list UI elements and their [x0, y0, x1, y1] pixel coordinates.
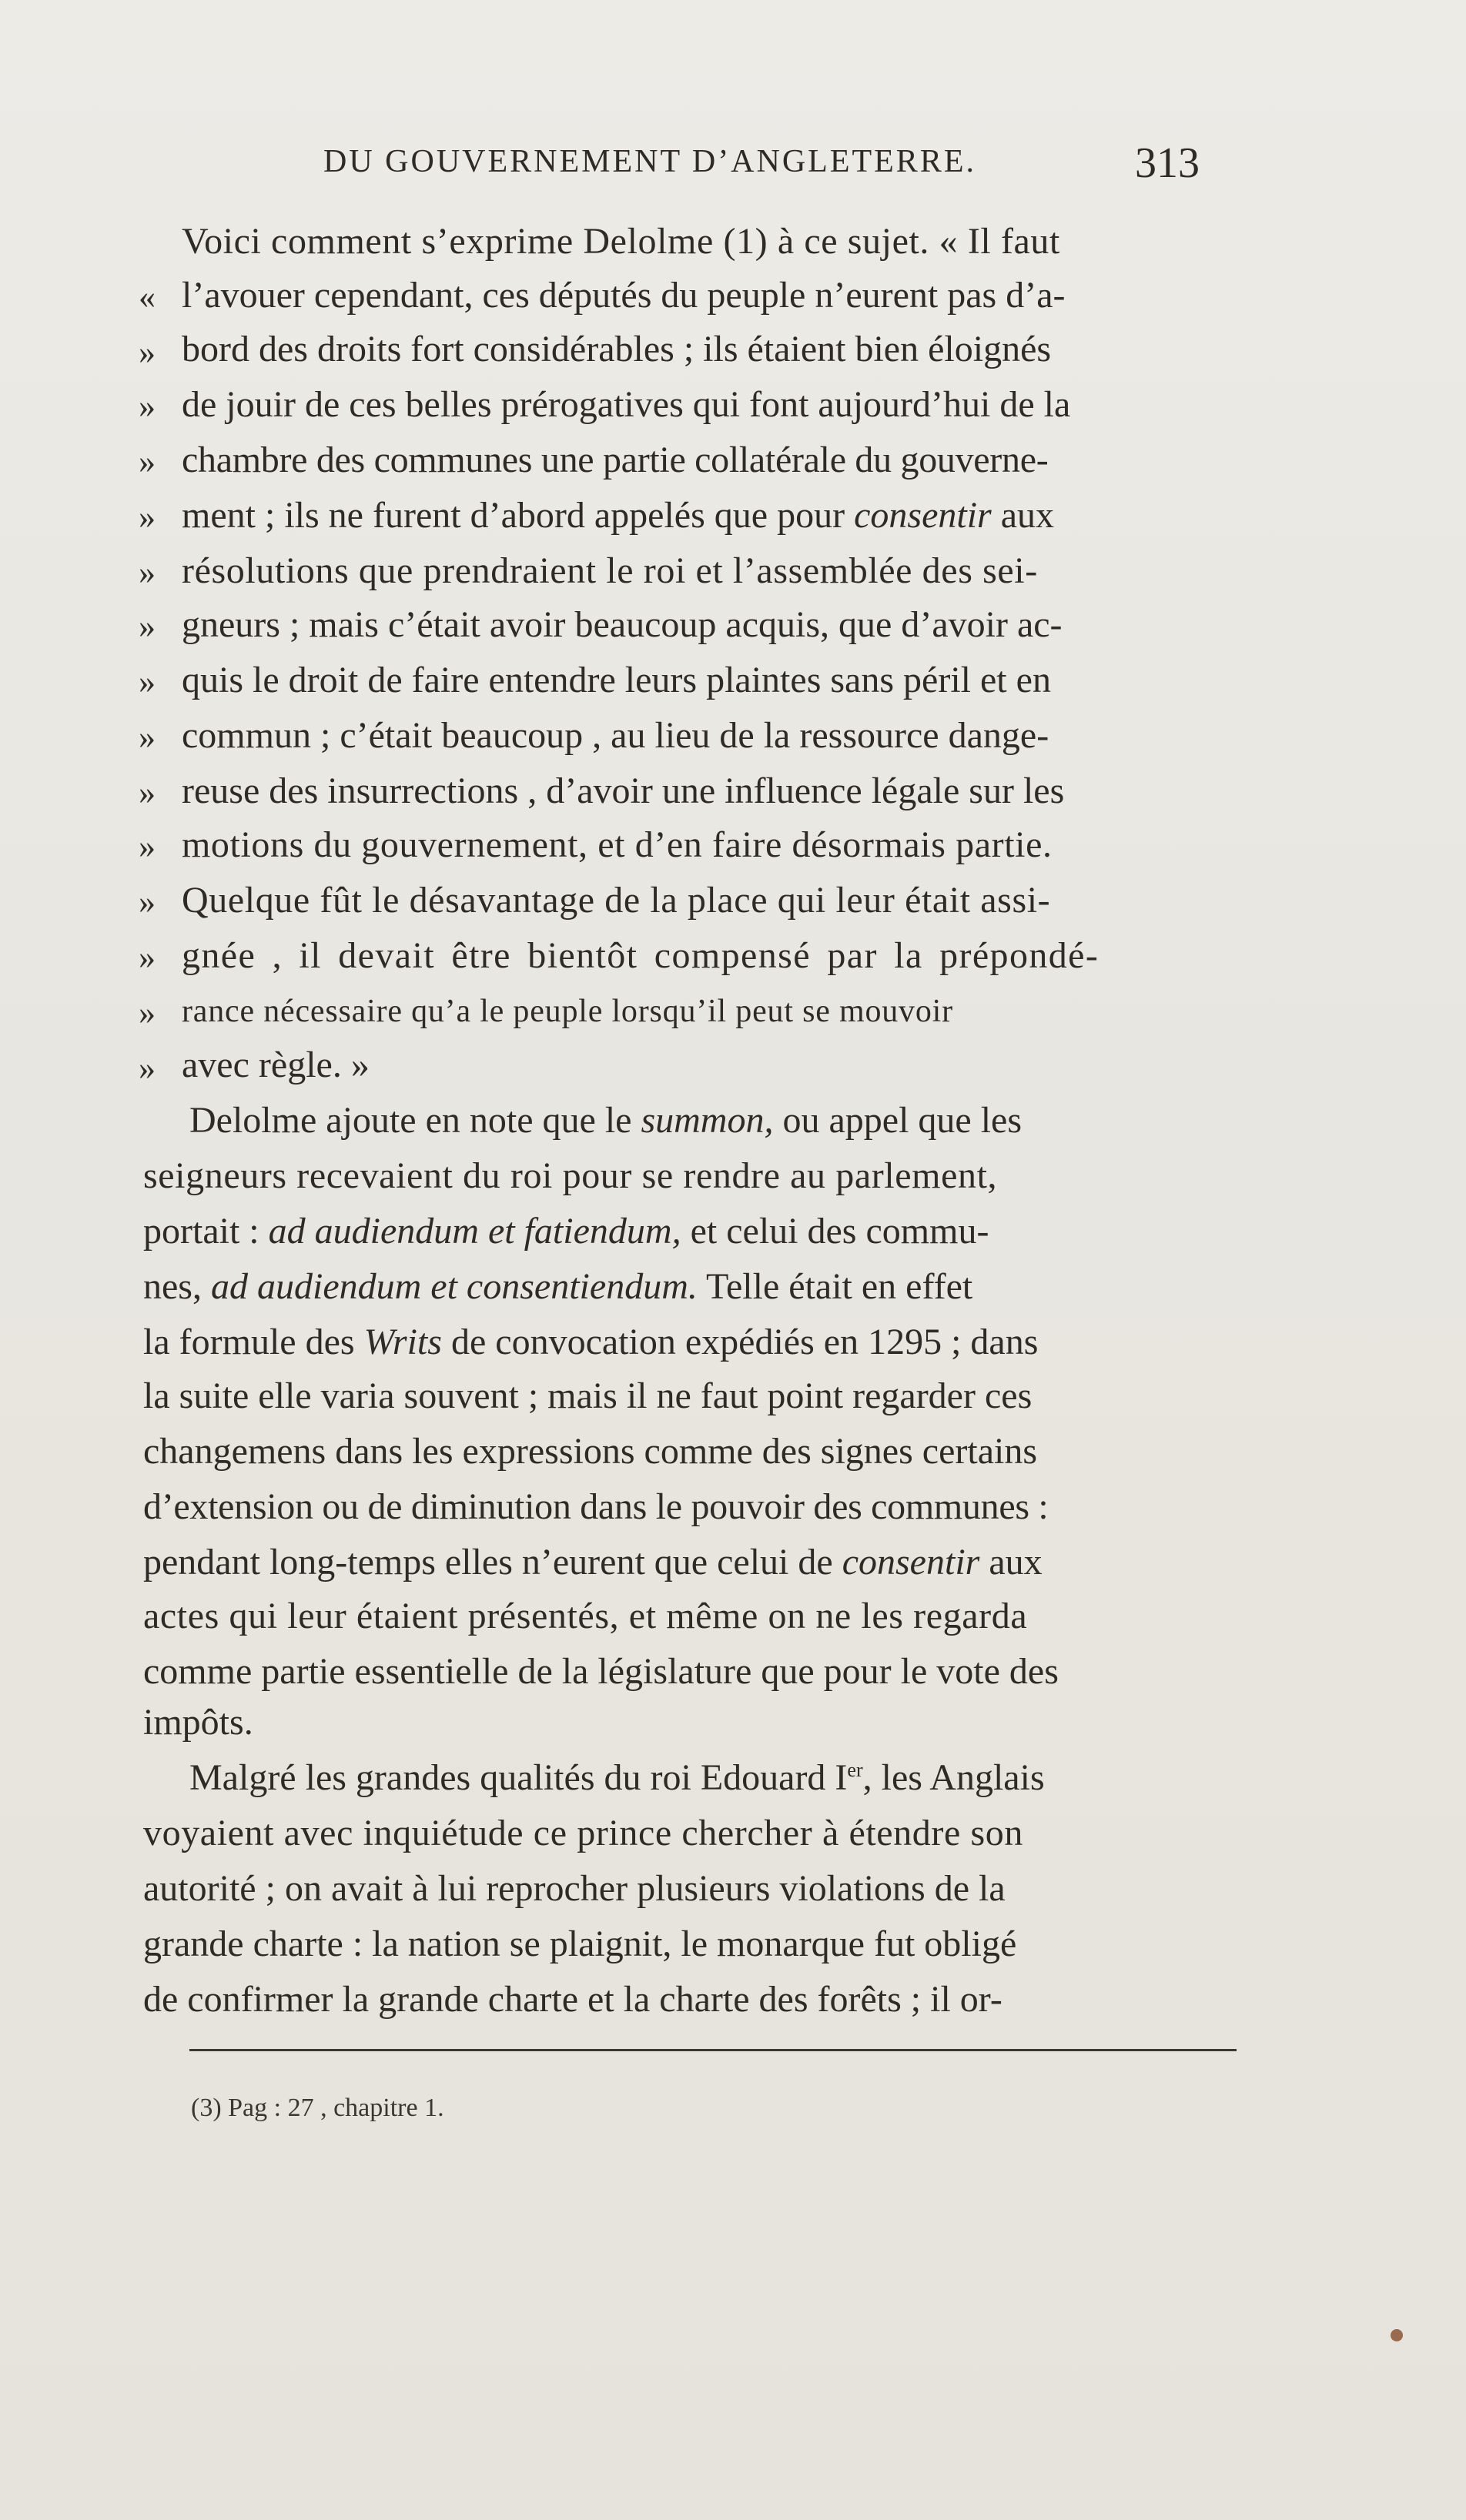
para2-line-5 — [143, 1321, 1038, 1363]
para2-line-10: actes qui leur étaient présentés, et même on ne les regarda — [143, 1596, 1028, 1636]
body-line-6 — [182, 494, 1054, 536]
running-title: DU GOUVERNEMENT D’ANGLETERRE. — [323, 144, 976, 179]
para2-line-12: impôts. — [143, 1702, 253, 1743]
italic-consentir-2: consentir — [842, 1542, 980, 1583]
quote-mark: » — [139, 663, 156, 700]
para2-line-3 — [143, 1210, 989, 1252]
quote-mark: » — [139, 607, 156, 645]
paper-stain — [1391, 2329, 1403, 2341]
para2-line-1-text: Delolme ajoute en note que le — [189, 1100, 632, 1141]
para2-line-3-text: portait : — [143, 1211, 259, 1252]
body-line-6-text: ment ; ils ne furent d’abord appelés que pour — [182, 495, 845, 536]
italic-writs: Writs — [363, 1322, 442, 1362]
para3-line-5: de confirmer la grande charte et la charte des forêts ; il or- — [143, 1979, 1002, 2020]
body-line-6-end: aux — [1000, 495, 1055, 536]
italic-summon: summon, — [641, 1100, 774, 1141]
quote-mark: » — [139, 387, 156, 425]
quote-mark: » — [139, 1049, 156, 1087]
para2-line-1-end: ou appel que les — [782, 1100, 1023, 1141]
footnote: (3) Pag : 27 , chapitre 1. — [191, 2094, 444, 2122]
body-line-9: quis le droit de faire entendre leurs plaintes sans péril et en — [182, 660, 1051, 700]
para2-line-4-end: Telle était en effet — [706, 1266, 973, 1307]
quote-mark: » — [139, 498, 156, 536]
quote-mark: » — [139, 994, 156, 1031]
italic-consentir: consentir — [854, 495, 992, 536]
quote-mark: » — [139, 718, 156, 756]
body-line-16: avec règle. » — [182, 1044, 370, 1085]
body-line-1: Voici comment s’exprime Delolme (1) à ce sujet. « Il faut — [182, 221, 1060, 262]
para2-line-6: la suite elle varia souvent ; mais il ne faut point regarder ces — [143, 1375, 1033, 1416]
italic-latin-phrase: ad audiendum et fatiendum, — [268, 1211, 681, 1252]
para2-line-2: seigneurs recevaient du roi pour se rendre au parlement, — [143, 1155, 998, 1196]
body-line-3: bord des droits fort considérables ; ils étaient bien éloignés — [182, 329, 1052, 369]
para3-line-1-end: , les Anglais — [862, 1757, 1045, 1798]
para2-line-11: comme partie essentielle de la législature que pour le vote des — [143, 1651, 1059, 1692]
para2-line-5-text: la formule des — [143, 1322, 355, 1362]
quote-mark: » — [139, 883, 156, 921]
body-line-15: rance nécessaire qu’a le peuple lorsqu’il peut se mouvoir — [182, 994, 953, 1029]
para2-line-4-text: nes, — [143, 1266, 202, 1307]
para2-line-3-end: et celui des commu- — [690, 1211, 989, 1252]
body-line-13: Quelque fût le désavantage de la place qui leur était assi- — [182, 880, 1051, 921]
para2-line-5-end: de convocation expédiés en 1295 ; dans — [450, 1322, 1039, 1362]
para3-line-4: grande charte : la nation se plaignit, le monarque fut obligé — [143, 1923, 1017, 1964]
superscript-er: er — [847, 1759, 863, 1781]
body-line-4: de jouir de ces belles prérogatives qui font aujourd’hui de la — [182, 384, 1071, 425]
quote-mark: » — [139, 443, 156, 480]
italic-latin-phrase-2: ad audiendum et consentiendum. — [210, 1266, 698, 1307]
body-line-8: gneurs ; mais c’était avoir beaucoup acquis, que d’avoir ac- — [182, 604, 1063, 645]
quote-mark: » — [139, 827, 156, 865]
para2-line-1 — [189, 1099, 1022, 1141]
para2-line-9-text: pendant long-temps elles n’eurent que celui de — [143, 1542, 833, 1583]
para2-line-9 — [143, 1541, 1043, 1583]
body-line-11: reuse des insurrections , d’avoir une influence légale sur les — [182, 770, 1065, 811]
quote-mark: » — [139, 774, 156, 811]
quote-mark: » — [139, 938, 156, 976]
body-line-10: commun ; c’était beaucoup , au lieu de la ressource dange- — [182, 715, 1049, 756]
body-line-5: chambre des communes une partie collatérale du gouverne- — [182, 439, 1049, 480]
quote-mark: » — [139, 333, 156, 371]
body-line-7: résolutions que prendraient le roi et l’assemblée des sei- — [182, 550, 1038, 591]
footnote-rule — [189, 2049, 1237, 2051]
para3-line-3: autorité ; on avait à lui reprocher plusieurs violations de la — [143, 1868, 1006, 1909]
para2-line-8: d’extension ou de diminution dans le pouvoir des communes : — [143, 1486, 1049, 1527]
body-line-2: l’avouer cependant, ces députés du peuple n’eurent pas d’a- — [182, 275, 1066, 316]
para2-line-9-end: aux — [989, 1542, 1043, 1583]
para2-line-4 — [143, 1265, 972, 1308]
body-line-14: gnée , il devait être bientôt compensé par la prépondé- — [182, 935, 1100, 976]
quote-mark: » — [139, 553, 156, 591]
body-line-12: motions du gouvernement, et d’en faire désormais partie. — [182, 824, 1053, 865]
para3-line-1-text: Malgré les grandes qualités du roi Edouard I — [189, 1757, 848, 1798]
page-number: 313 — [1135, 139, 1200, 187]
quote-mark: « — [139, 278, 156, 316]
para3-line-2: voyaient avec inquiétude ce prince chercher à étendre son — [143, 1813, 1023, 1853]
para3-line-1 — [189, 1756, 1045, 1799]
para2-line-7: changemens dans les expressions comme des signes certains — [143, 1431, 1038, 1472]
